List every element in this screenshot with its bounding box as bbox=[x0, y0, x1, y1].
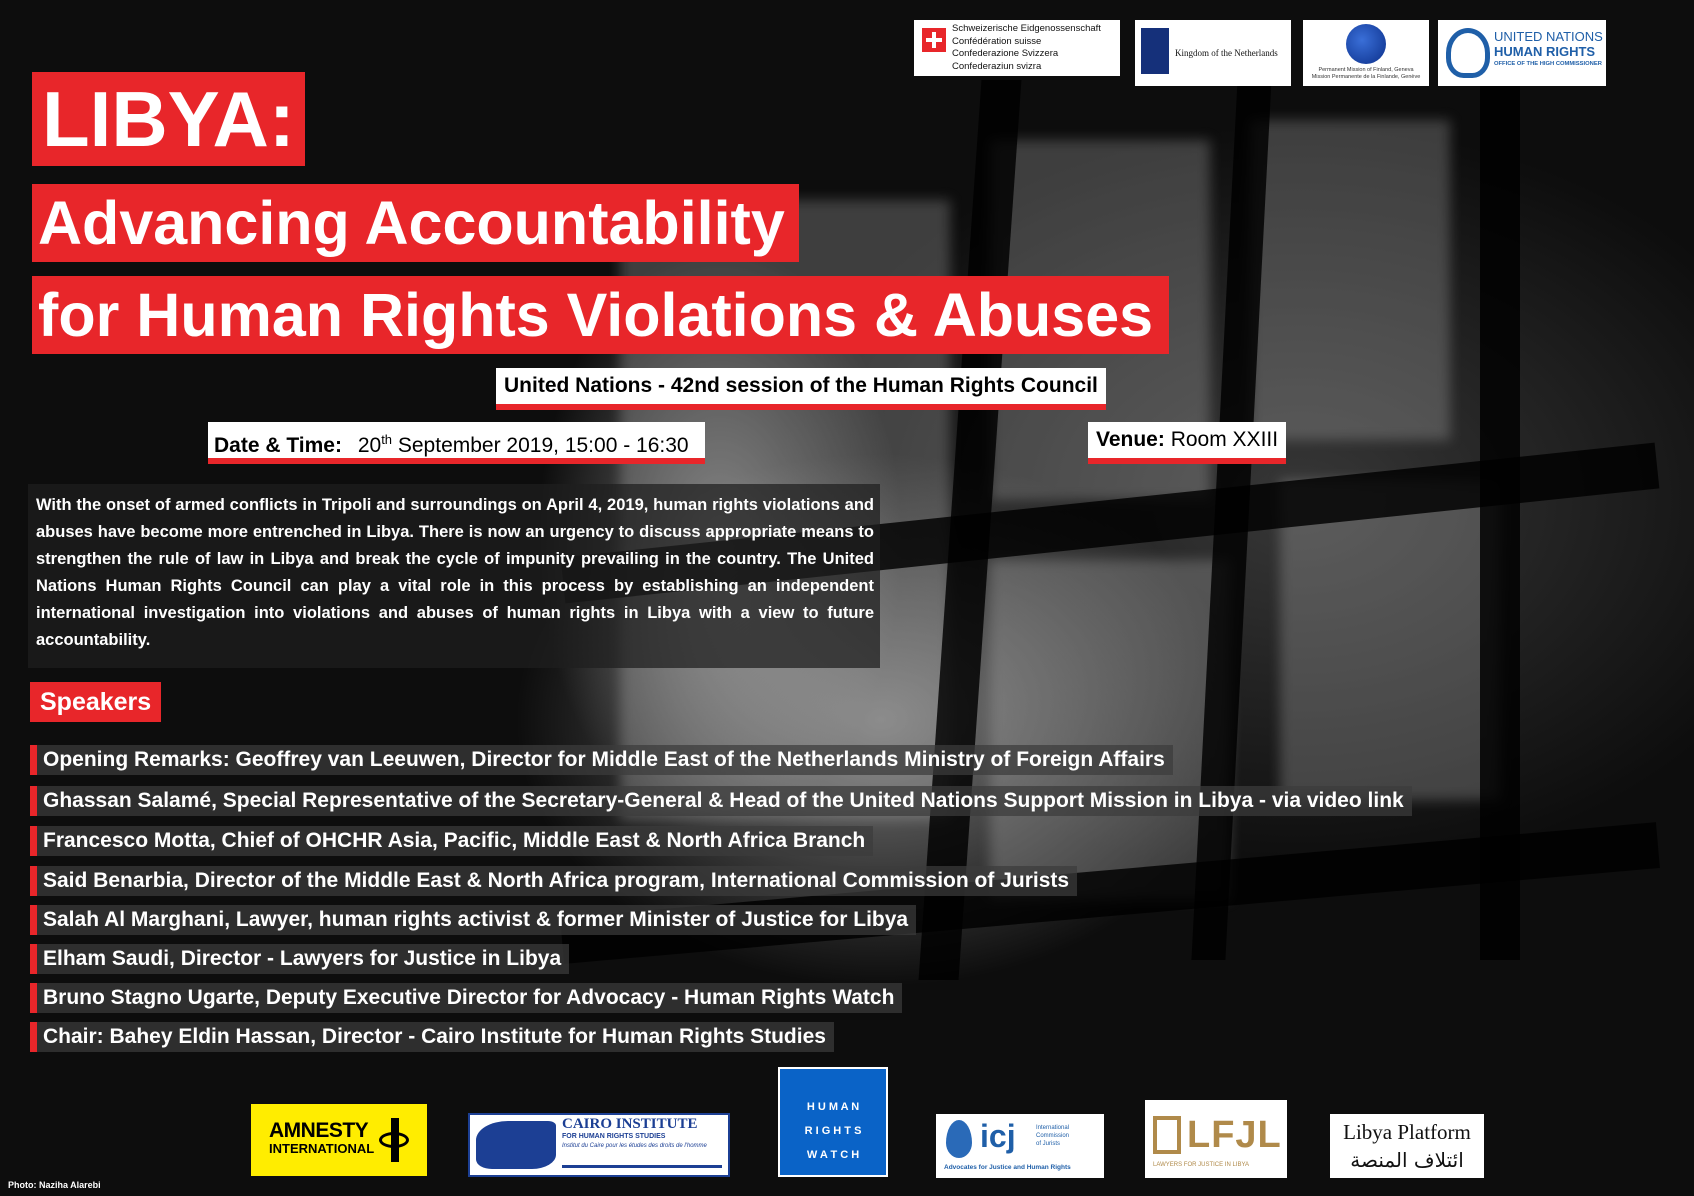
speakers-heading: Speakers bbox=[30, 682, 161, 722]
cairo-line-3: Institut du Caire pour les études des droits de l'homme bbox=[562, 1143, 707, 1149]
speaker-item: Said Benarbia, Director of the Middle East & North Africa program, International Commission of Jurists bbox=[30, 866, 1077, 896]
description-text: With the onset of armed conflicts in Tripoli and surroundings on April 4, 2019, human rights violations and abuses have become more entrenched in Libya. There is now an urgency to discuss appropriate means to strengthen the rule of law in Libya and break the cycle of impunity prevailing in the country. The United Nations Human Rights Council can play a vital role in this process by establishing an independent international investigation into violations and abuses of human rights in Libya with a view to future accountability. bbox=[36, 496, 874, 649]
lfjl-sub: LAWYERS FOR JUSTICE IN LIBYA bbox=[1153, 1162, 1250, 1168]
logo-icj bbox=[936, 1114, 1104, 1178]
title-line-2: Advancing Accountability bbox=[32, 184, 799, 262]
libya-platform-arabic: ائتلاف المنصة bbox=[1350, 1148, 1464, 1172]
speaker-item: Salah Al Marghani, Lawyer, human rights activist & former Minister of Justice for Libya bbox=[30, 905, 916, 935]
icj-sub: International bbox=[1036, 1125, 1070, 1131]
netherlands-label: Kingdom of the Netherlands bbox=[1175, 48, 1278, 58]
amnesty-line-1: AMNESTY bbox=[269, 1119, 369, 1142]
date-time-label: Date & Time: bbox=[214, 434, 342, 457]
speaker-item: Elham Saudi, Director - Lawyers for Justice in Libya bbox=[30, 944, 569, 974]
netherlands-emblem-icon bbox=[1141, 28, 1169, 74]
session-banner: United Nations - 42nd session of the Human Rights Council bbox=[496, 368, 1106, 410]
cairo-line-2: FOR HUMAN RIGHTS STUDIES bbox=[562, 1133, 666, 1140]
date-time-suffix: th bbox=[381, 432, 393, 447]
speaker-item: Bruno Stagno Ugarte, Deputy Executive Director for Advocacy - Human Rights Watch bbox=[30, 983, 902, 1013]
icj-name: icj bbox=[980, 1118, 1016, 1154]
speaker-item: Ghassan Salamé, Special Representative of the Secretary-General & Head of the United Nations Support Mission in Libya - via video link bbox=[30, 786, 1412, 816]
logo-libya-platform bbox=[1330, 1114, 1484, 1178]
ohchr-line-2: HUMAN RIGHTS bbox=[1494, 44, 1596, 59]
hrw-line-3: W A T C H bbox=[806, 1149, 860, 1161]
date-time-value: September 2019, 15:00 - 16:30 bbox=[397, 434, 689, 457]
title-line-3: for Human Rights Violations & Abuses bbox=[32, 276, 1169, 354]
swiss-line: Confederaziun svizra bbox=[952, 60, 1042, 72]
un-human-rights-flame-icon bbox=[1446, 28, 1490, 78]
title-line-1: LIBYA: bbox=[32, 72, 305, 166]
cairo-line-1: CAIRO INSTITUTE bbox=[562, 1116, 698, 1132]
hrw-line-2: R I G H T S bbox=[804, 1125, 862, 1137]
speaker-item: Chair: Bahey Eldin Hassan, Director - Cairo Institute for Human Rights Studies bbox=[30, 1022, 834, 1052]
icj-drop-icon bbox=[946, 1120, 972, 1158]
logo-cairo-institute bbox=[468, 1113, 730, 1177]
amnesty-line-2: INTERNATIONAL bbox=[269, 1141, 375, 1156]
logo-amnesty-international bbox=[251, 1104, 427, 1176]
finland-globe-icon bbox=[1346, 24, 1386, 64]
amnesty-wire-icon bbox=[379, 1132, 409, 1148]
speaker-item: Opening Remarks: Geoffrey van Leeuwen, Director for Middle East of the Netherlands Ministry of Foreign Affairs bbox=[30, 745, 1173, 775]
icj-sub: of Jurists bbox=[1036, 1141, 1061, 1147]
background-light-pane bbox=[990, 560, 1230, 900]
background-light-pane bbox=[1250, 120, 1450, 440]
logo-un-human-rights bbox=[1438, 20, 1606, 86]
background-window-bar bbox=[1480, 60, 1520, 960]
logo-kingdom-netherlands bbox=[1135, 20, 1291, 86]
date-time-banner bbox=[208, 422, 705, 464]
venue-value: Room XXIII bbox=[1170, 428, 1279, 451]
ohchr-line-1: UNITED NATIONS bbox=[1494, 29, 1603, 44]
ohchr-line-3: OFFICE OF THE HIGH COMMISSIONER bbox=[1494, 61, 1602, 67]
speaker-item: Francesco Motta, Chief of OHCHR Asia, Pacific, Middle East & North Africa Branch bbox=[30, 826, 873, 856]
date-time-day: 20 bbox=[357, 434, 382, 457]
swiss-line: Schweizerische Eidgenossenschaft bbox=[952, 23, 1101, 34]
hrw-line-1: H U M A N bbox=[806, 1101, 860, 1113]
description-panel bbox=[28, 484, 880, 668]
cairo-arabic-script-icon bbox=[562, 1155, 722, 1168]
logo-finland-mission bbox=[1303, 20, 1429, 86]
logo-swiss-confederation bbox=[914, 20, 1120, 76]
venue-label: Venue: bbox=[1096, 428, 1165, 451]
finland-line: Mission Permanente de la Finlande, Genève bbox=[1311, 74, 1421, 80]
icj-tagline: Advocates for Justice and Human Rights bbox=[944, 1164, 1071, 1171]
swiss-flag-icon bbox=[922, 28, 946, 52]
photo-credit: Photo: Naziha Alarebi bbox=[8, 1180, 101, 1190]
swiss-line: Confederazione Svizzera bbox=[952, 48, 1059, 59]
venue-banner bbox=[1088, 422, 1286, 464]
logo-human-rights-watch bbox=[778, 1067, 888, 1177]
logo-lfjl bbox=[1145, 1100, 1287, 1178]
swiss-line: Confédération suisse bbox=[952, 35, 1042, 47]
cairo-map-icon bbox=[476, 1121, 556, 1169]
libya-platform-name: Libya Platform bbox=[1343, 1120, 1471, 1144]
background-light-pane bbox=[1280, 480, 1500, 800]
lfjl-name: LFJL bbox=[1187, 1114, 1282, 1156]
lfjl-emblem-icon bbox=[1153, 1116, 1181, 1154]
finland-line: Permanent Mission of Finland, Geneva bbox=[1318, 67, 1414, 73]
icj-sub: Commission bbox=[1036, 1133, 1070, 1139]
